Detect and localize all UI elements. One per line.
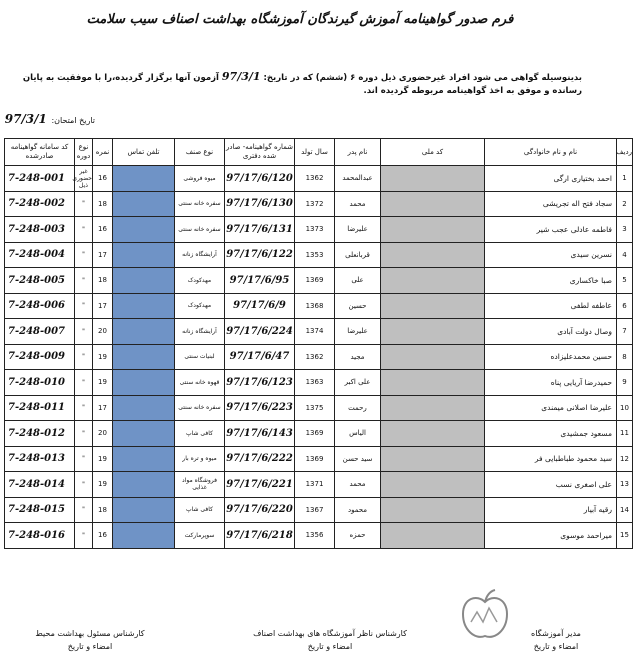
trainee-name: مسعود جمشیدی — [485, 421, 617, 447]
header-system-code: کد سامانه گواهینامه صادرشده — [5, 139, 75, 166]
table-header-row — [5, 139, 633, 166]
intro-part2: آزمون آنها برگزار گردیده،را با موفقیت به پایان رسانده و موفق به اخذ گواهینامه مربوطه گردیده اند. — [22, 73, 582, 96]
table-row — [5, 242, 633, 268]
health-expert-sign-label: امضاء و تاریخ — [67, 642, 113, 651]
score: 18 — [93, 497, 113, 523]
trainee-name: صبا خاکساری — [485, 268, 617, 294]
birth-year: 1353 — [295, 242, 335, 268]
birth-year: 1369 — [295, 446, 335, 472]
intro-text — [12, 70, 582, 98]
certificate-number: 97/17/6/9 — [225, 293, 295, 319]
row-number: 13 — [617, 472, 633, 498]
course-type: " — [75, 344, 93, 370]
system-code: 7-248-014 — [5, 472, 75, 498]
certificate-number: 97/17/6/223 — [225, 395, 295, 421]
national-code-redacted — [381, 268, 485, 294]
trainee-name: میراحمد موسوی — [485, 523, 617, 549]
father-name: علیرضا — [335, 319, 381, 345]
trainee-name: فاطمه عادلی عجب شیر — [485, 217, 617, 243]
trainee-name: حمیدرضا آریایی پناه — [485, 370, 617, 396]
trainee-name: وصال دولت آبادی — [485, 319, 617, 345]
row-number: 8 — [617, 344, 633, 370]
score: 18 — [93, 268, 113, 294]
row-number: 14 — [617, 497, 633, 523]
guild-type: کافی شاپ — [175, 421, 225, 447]
row-number: 12 — [617, 446, 633, 472]
birth-year: 1362 — [295, 166, 335, 192]
health-expert-signature — [10, 627, 170, 653]
score: 20 — [93, 421, 113, 447]
father-name: محمد — [335, 191, 381, 217]
table-row — [5, 217, 633, 243]
system-code: 7-248-004 — [5, 242, 75, 268]
table-row — [5, 472, 633, 498]
birth-year: 1368 — [295, 293, 335, 319]
certificate-number: 97/17/6/222 — [225, 446, 295, 472]
exam-date-label: تاریخ امتحان: — [51, 116, 95, 125]
header-father: نام پدر — [335, 139, 381, 166]
guild-type: آرایشگاه زنانه — [175, 319, 225, 345]
header-course-type: نوع دوره — [75, 139, 93, 166]
score: 19 — [93, 370, 113, 396]
row-number: 15 — [617, 523, 633, 549]
father-name: الیاس — [335, 421, 381, 447]
guild-type: میوه فروشی — [175, 166, 225, 192]
row-number: 9 — [617, 370, 633, 396]
course-type: " — [75, 293, 93, 319]
phone-redacted — [113, 370, 175, 396]
guild-type: سفره خانه سنتی — [175, 191, 225, 217]
certificate-number: 97/17/6/95 — [225, 268, 295, 294]
score: 17 — [93, 395, 113, 421]
intro-part1: بدینوسیله گواهی می شود افراد غیرحضوری ذیل دوره ۶ (ششم) که در تاریخ: — [263, 73, 582, 83]
phone-redacted — [113, 268, 175, 294]
birth-year: 1371 — [295, 472, 335, 498]
course-type: " — [75, 395, 93, 421]
birth-year: 1363 — [295, 370, 335, 396]
row-number: 2 — [617, 191, 633, 217]
manager-sign-label: امضاء و تاریخ — [533, 642, 579, 651]
apple-logo-icon — [455, 586, 515, 646]
header-score: نمره — [93, 139, 113, 166]
system-code: 7-248-006 — [5, 293, 75, 319]
score: 17 — [93, 293, 113, 319]
guild-type: آرایشگاه زنانه — [175, 242, 225, 268]
course-type: " — [75, 242, 93, 268]
table-row — [5, 166, 633, 192]
certificate-number: 97/17/6/123 — [225, 370, 295, 396]
trainee-name: سید محمود طباطبایی فر — [485, 446, 617, 472]
father-name: محمود — [335, 497, 381, 523]
guild-type: مهدکودک — [175, 268, 225, 294]
table-row — [5, 421, 633, 447]
certificate-number: 97/17/6/131 — [225, 217, 295, 243]
father-name: علی اکبر — [335, 370, 381, 396]
birth-year: 1362 — [295, 344, 335, 370]
phone-redacted — [113, 166, 175, 192]
form-title: فرم صدور گواهینامه آموزش گیرندگان آموزشگاه بهداشت اصناف سیب سلامت — [86, 12, 514, 27]
father-name: علیرضا — [335, 217, 381, 243]
score: 16 — [93, 523, 113, 549]
certificate-number: 97/17/6/130 — [225, 191, 295, 217]
health-expert-label: کارشناس مسئول بهداشت محیط — [35, 629, 145, 638]
phone-redacted — [113, 217, 175, 243]
header-guild: نوع صنف — [175, 139, 225, 166]
system-code: 7-248-001 — [5, 166, 75, 192]
phone-redacted — [113, 344, 175, 370]
guild-type: فروشگاه مواد غذایی — [175, 472, 225, 498]
system-code: 7-248-010 — [5, 370, 75, 396]
national-code-redacted — [381, 166, 485, 192]
row-number: 1 — [617, 166, 633, 192]
national-code-redacted — [381, 191, 485, 217]
row-number: 3 — [617, 217, 633, 243]
guild-type: لبنیات سنتی — [175, 344, 225, 370]
guild-type: سوپرمارکت — [175, 523, 225, 549]
national-code-redacted — [381, 370, 485, 396]
header-birth-year: سال تولد — [295, 139, 335, 166]
birth-year: 1369 — [295, 421, 335, 447]
guild-type: سفره خانه سنتی — [175, 217, 225, 243]
system-code: 7-248-003 — [5, 217, 75, 243]
national-code-redacted — [381, 472, 485, 498]
table-row — [5, 293, 633, 319]
guild-type: کافی شاپ — [175, 497, 225, 523]
table-row — [5, 191, 633, 217]
supervisor-signature — [230, 627, 430, 653]
father-name: رحمت — [335, 395, 381, 421]
table-row — [5, 344, 633, 370]
supervisor-label: کارشناس ناظر آموزشگاه های بهداشت اصناف — [253, 629, 407, 638]
course-type: " — [75, 446, 93, 472]
trainee-name: علیرضا اصلانی میمندی — [485, 395, 617, 421]
guild-type: میوه و تره بار — [175, 446, 225, 472]
guild-type: سفره خانه سنتی — [175, 395, 225, 421]
row-number: 10 — [617, 395, 633, 421]
header-row: ردیف — [617, 139, 633, 166]
supervisor-sign-label: امضاء و تاریخ — [307, 642, 353, 651]
course-type: " — [75, 217, 93, 243]
birth-year: 1356 — [295, 523, 335, 549]
phone-redacted — [113, 191, 175, 217]
national-code-redacted — [381, 523, 485, 549]
birth-year: 1373 — [295, 217, 335, 243]
trainee-name: نسرین سیدی — [485, 242, 617, 268]
table-row — [5, 446, 633, 472]
system-code: 7-248-012 — [5, 421, 75, 447]
table-row — [5, 497, 633, 523]
guild-type: مهدکودک — [175, 293, 225, 319]
score: 19 — [93, 344, 113, 370]
phone-redacted — [113, 472, 175, 498]
course-type: " — [75, 421, 93, 447]
trainee-name: احمد بختیاری ارگی — [485, 166, 617, 192]
guild-type: قهوه خانه سنتی — [175, 370, 225, 396]
phone-redacted — [113, 497, 175, 523]
certificate-number: 97/17/6/218 — [225, 523, 295, 549]
table-row — [5, 268, 633, 294]
father-name: علی — [335, 268, 381, 294]
national-code-redacted — [381, 395, 485, 421]
course-type: " — [75, 497, 93, 523]
course-type: " — [75, 319, 93, 345]
phone-redacted — [113, 523, 175, 549]
phone-redacted — [113, 395, 175, 421]
father-name: حمزه — [335, 523, 381, 549]
father-name: عبدالمحمد — [335, 166, 381, 192]
manager-label: مدیر آموزشگاه — [531, 629, 581, 638]
national-code-redacted — [381, 344, 485, 370]
certificate-number: 97/17/6/143 — [225, 421, 295, 447]
score: 20 — [93, 319, 113, 345]
table-row — [5, 523, 633, 549]
course-type: " — [75, 191, 93, 217]
certificate-number: 97/17/6/47 — [225, 344, 295, 370]
system-code: 7-248-015 — [5, 497, 75, 523]
table-row — [5, 370, 633, 396]
certificate-number: 97/17/6/220 — [225, 497, 295, 523]
score: 16 — [93, 166, 113, 192]
score: 19 — [93, 472, 113, 498]
row-number: 7 — [617, 319, 633, 345]
course-type: غیر حضوری ذیل — [75, 166, 93, 192]
certificate-number: 97/17/6/221 — [225, 472, 295, 498]
national-code-redacted — [381, 293, 485, 319]
father-name: سید حسن — [335, 446, 381, 472]
national-code-redacted — [381, 497, 485, 523]
trainee-name: علی اصغری نسب — [485, 472, 617, 498]
system-code: 7-248-002 — [5, 191, 75, 217]
table-row — [5, 319, 633, 345]
national-code-redacted — [381, 421, 485, 447]
score: 18 — [93, 191, 113, 217]
certificate-number: 97/17/6/122 — [225, 242, 295, 268]
row-number: 11 — [617, 421, 633, 447]
header-cert-no: شماره گواهینامه- صادر شده دفتری — [225, 139, 295, 166]
system-code: 7-248-007 — [5, 319, 75, 345]
father-name: محمد — [335, 472, 381, 498]
national-code-redacted — [381, 242, 485, 268]
father-name: مجید — [335, 344, 381, 370]
score: 19 — [93, 446, 113, 472]
birth-year: 1374 — [295, 319, 335, 345]
course-type: " — [75, 523, 93, 549]
exam-date — [5, 112, 95, 126]
row-number: 5 — [617, 268, 633, 294]
header-phone: تلفن تماس — [113, 139, 175, 166]
system-code: 7-248-009 — [5, 344, 75, 370]
birth-year: 1372 — [295, 191, 335, 217]
phone-redacted — [113, 421, 175, 447]
intro-date: 97/3/1 — [221, 70, 261, 83]
row-number: 4 — [617, 242, 633, 268]
trainee-name: سجاد فتح اله تجریشی — [485, 191, 617, 217]
phone-redacted — [113, 293, 175, 319]
national-code-redacted — [381, 319, 485, 345]
table-row — [5, 395, 633, 421]
certificate-number: 97/17/6/120 — [225, 166, 295, 192]
system-code: 7-248-016 — [5, 523, 75, 549]
certificate-number: 97/17/6/224 — [225, 319, 295, 345]
phone-redacted — [113, 446, 175, 472]
course-type: " — [75, 370, 93, 396]
header-name: نام و نام خانوادگی — [485, 139, 617, 166]
system-code: 7-248-013 — [5, 446, 75, 472]
trainee-name: حسین محمدعلیزاده — [485, 344, 617, 370]
birth-year: 1369 — [295, 268, 335, 294]
birth-year: 1367 — [295, 497, 335, 523]
system-code: 7-248-011 — [5, 395, 75, 421]
score: 16 — [93, 217, 113, 243]
row-number: 6 — [617, 293, 633, 319]
national-code-redacted — [381, 217, 485, 243]
father-name: حسین — [335, 293, 381, 319]
course-type: " — [75, 268, 93, 294]
header-national-code: کد ملی — [381, 139, 485, 166]
manager-signature — [512, 627, 600, 653]
trainee-name: عاطفه لطفی — [485, 293, 617, 319]
system-code: 7-248-005 — [5, 268, 75, 294]
phone-redacted — [113, 242, 175, 268]
trainee-name: رقیه آبیار — [485, 497, 617, 523]
national-code-redacted — [381, 446, 485, 472]
trainees-table — [4, 138, 633, 549]
score: 17 — [93, 242, 113, 268]
course-type: " — [75, 472, 93, 498]
exam-date-value: 97/3/1 — [4, 112, 47, 126]
phone-redacted — [113, 319, 175, 345]
birth-year: 1375 — [295, 395, 335, 421]
father-name: قربانعلی — [335, 242, 381, 268]
